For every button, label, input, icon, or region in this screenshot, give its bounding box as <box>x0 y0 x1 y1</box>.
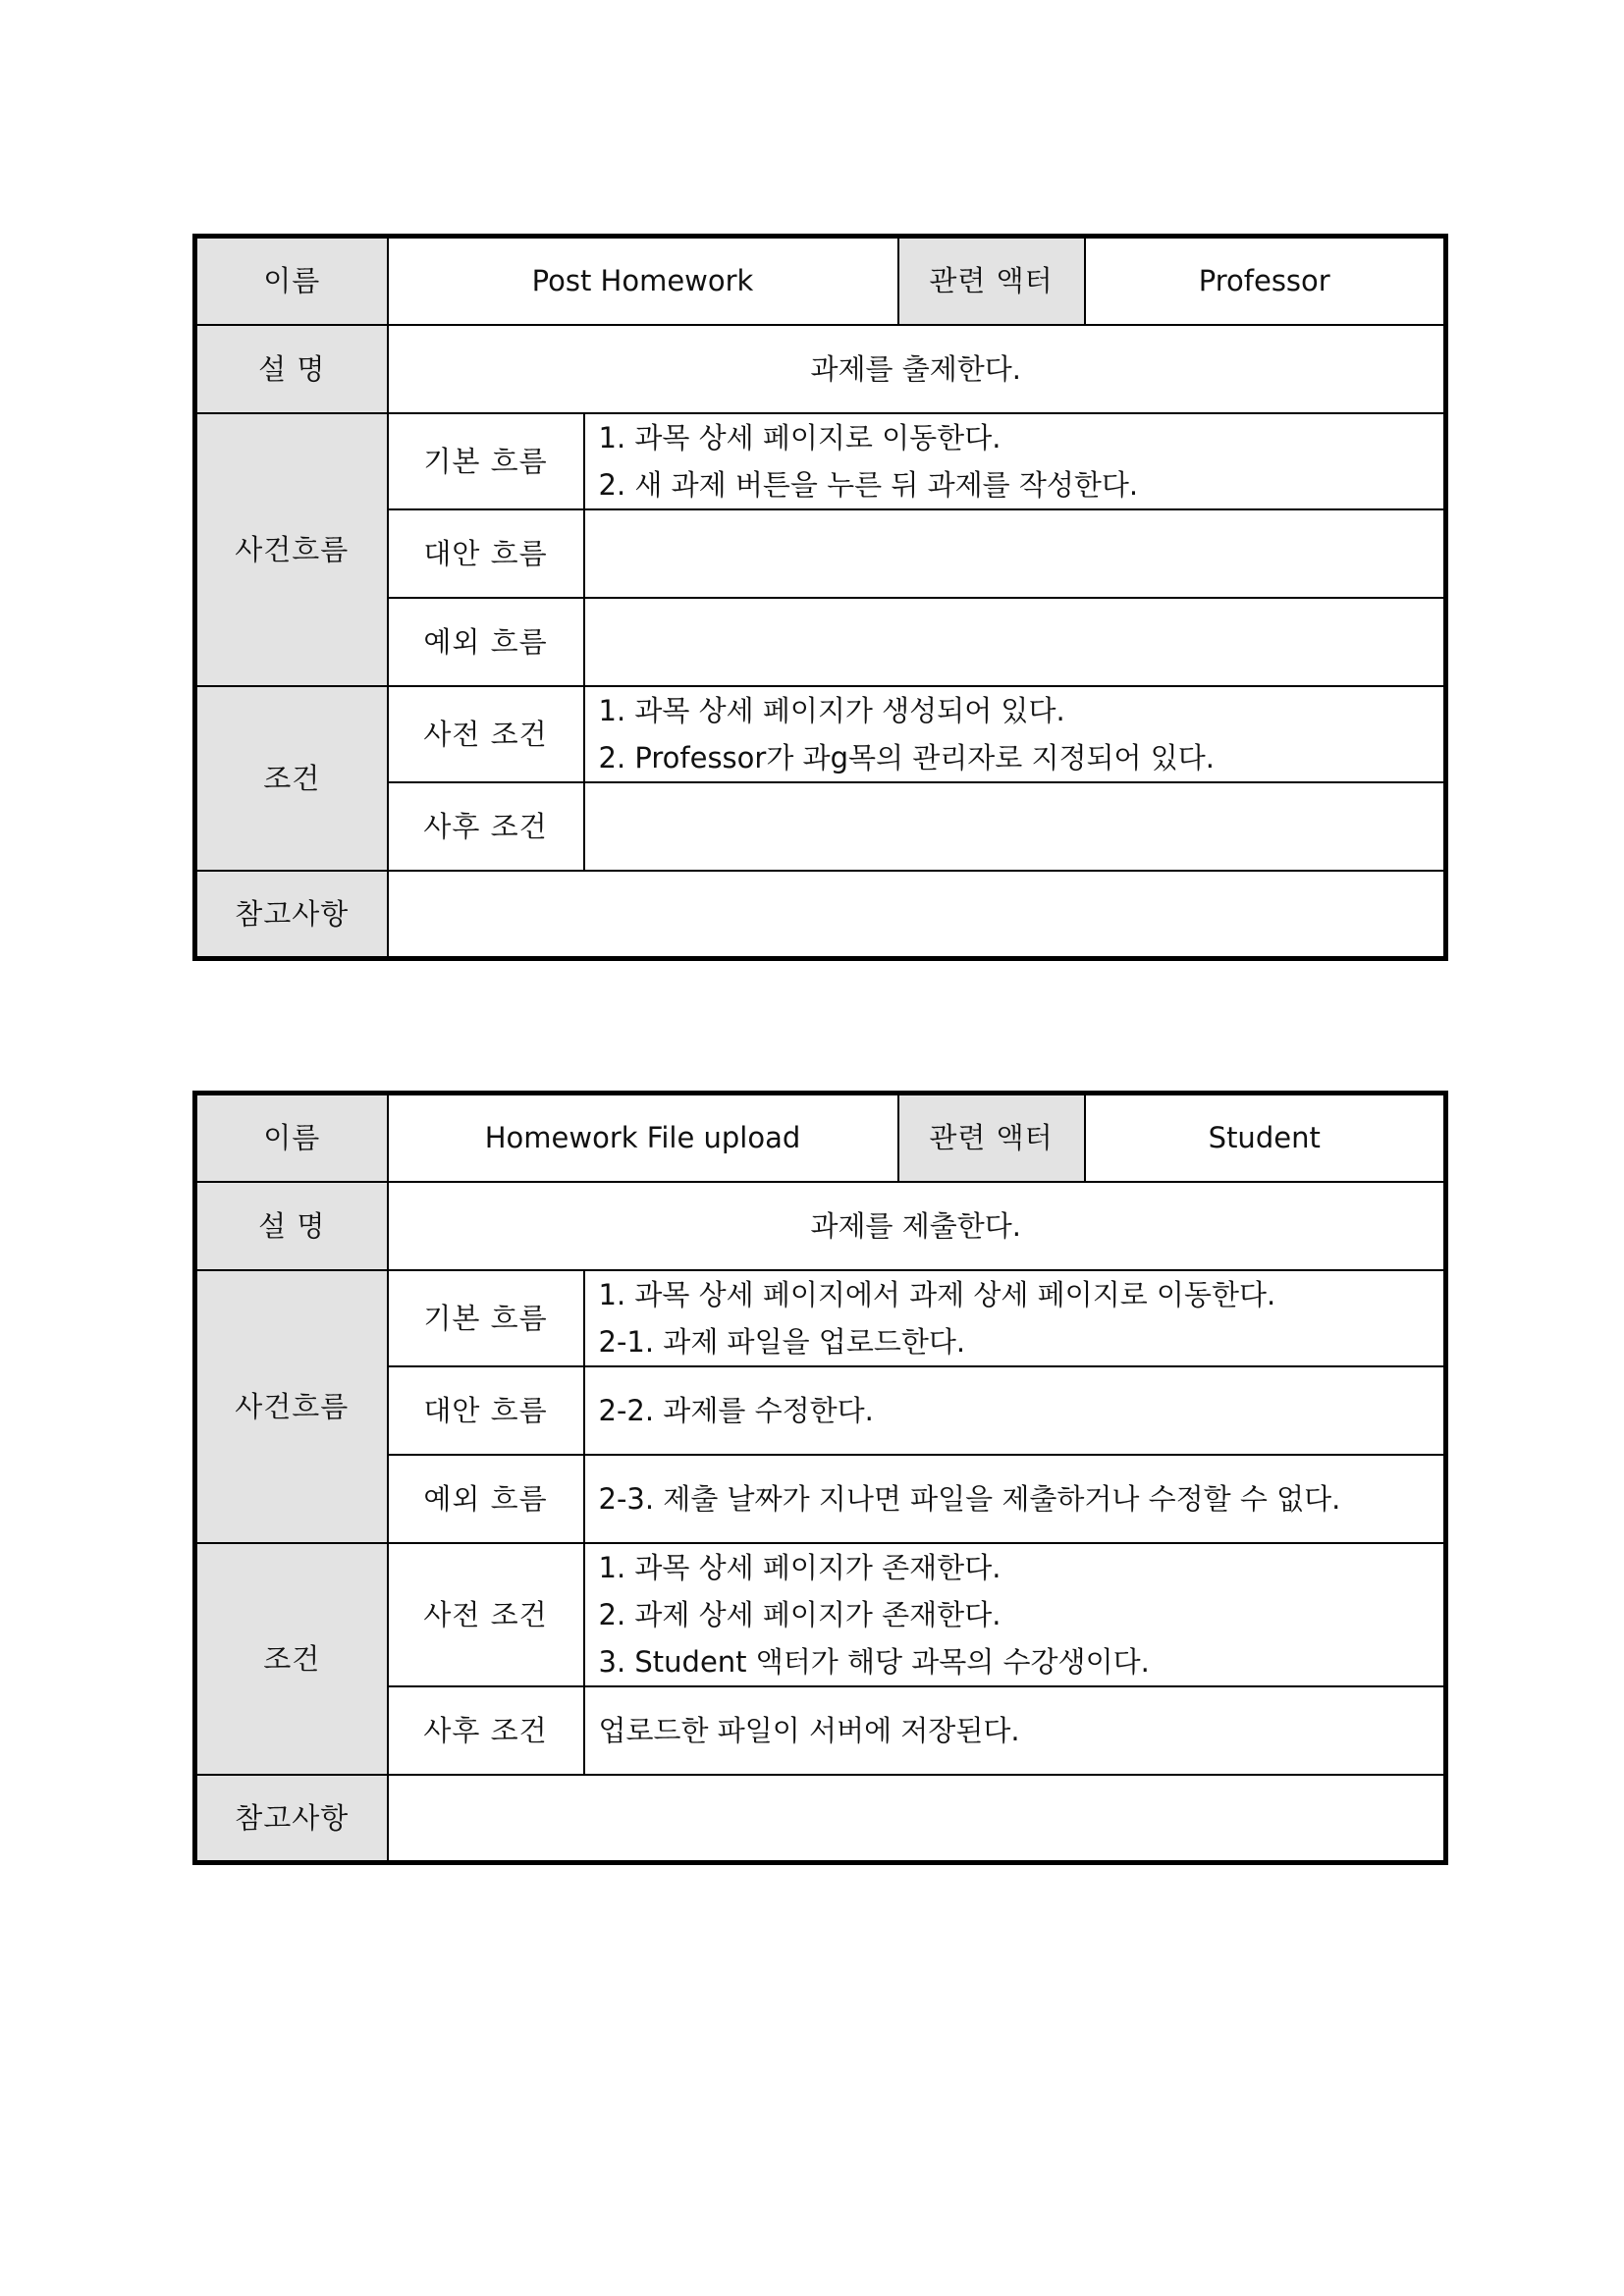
alt-flow-label: 대안 흐름 <box>388 1366 584 1455</box>
event-flow-label: 사건흐름 <box>195 1270 388 1543</box>
postcondition-value <box>584 782 1446 871</box>
use-case-table-homework-file-upload <box>192 1091 1448 1865</box>
actor-label: 관련 액터 <box>898 1094 1085 1182</box>
actor-value: Student <box>1085 1094 1446 1182</box>
precondition-value <box>584 686 1446 782</box>
precondition-label: 사전 조건 <box>388 686 584 782</box>
precondition-line: 1. 과목 상세 페이지가 생성되어 있다. <box>598 693 1065 727</box>
notes-value <box>388 1775 1446 1863</box>
precondition-line: 2. 과제 상세 페이지가 존재한다. <box>598 1597 1001 1631</box>
basic-flow-label: 기본 흐름 <box>388 1270 584 1366</box>
use-case-table-post-homework <box>192 234 1448 961</box>
condition-label: 조건 <box>195 1543 388 1775</box>
postcondition-label: 사후 조건 <box>388 1686 584 1775</box>
exception-flow-line: 2-3. 제출 날짜가 지나면 파일을 제출하거나 수정할 수 없다. <box>598 1481 1341 1516</box>
exception-flow-label: 예외 흐름 <box>388 598 584 686</box>
alt-flow-value <box>584 509 1446 598</box>
precondition-line: 2. Professor가 과g목의 관리자로 지정되어 있다. <box>598 740 1216 774</box>
precondition-line: 3. Student 액터가 해당 과목의 수강생이다. <box>598 1644 1150 1679</box>
actor-label: 관련 액터 <box>898 237 1085 325</box>
postcondition-line: 업로드한 파일이 서버에 저장된다. <box>598 1713 1020 1747</box>
basic-flow-value <box>584 413 1446 509</box>
condition-label: 조건 <box>195 686 388 871</box>
alt-flow-label: 대안 흐름 <box>388 509 584 598</box>
basic-flow-line: 2. 새 과제 버튼을 누른 뒤 과제를 작성한다. <box>598 467 1139 502</box>
exception-flow-label: 예외 흐름 <box>388 1455 584 1543</box>
actor-value: Professor <box>1085 237 1446 325</box>
exception-flow-value <box>584 598 1446 686</box>
notes-label: 참고사항 <box>195 1775 388 1863</box>
alt-flow-value <box>584 1366 1446 1455</box>
use-case-name: Post Homework <box>388 237 898 325</box>
postcondition-value <box>584 1686 1446 1775</box>
description-label: 설 명 <box>195 325 388 413</box>
description-label: 설 명 <box>195 1182 388 1270</box>
description-value: 과제를 제출한다. <box>388 1182 1446 1270</box>
exception-flow-value <box>584 1455 1446 1543</box>
basic-flow-label: 기본 흐름 <box>388 413 584 509</box>
basic-flow-value <box>584 1270 1446 1366</box>
notes-value <box>388 871 1446 959</box>
use-case-name: Homework File upload <box>388 1094 898 1182</box>
event-flow-label: 사건흐름 <box>195 413 388 686</box>
precondition-line: 1. 과목 상세 페이지가 존재한다. <box>598 1550 1001 1584</box>
alt-flow-line: 2-2. 과제를 수정한다. <box>598 1393 874 1427</box>
notes-label: 참고사항 <box>195 871 388 959</box>
name-label: 이름 <box>195 1094 388 1182</box>
description-value: 과제를 출제한다. <box>388 325 1446 413</box>
name-label: 이름 <box>195 237 388 325</box>
basic-flow-line: 1. 과목 상세 페이지로 이동한다. <box>598 420 1001 454</box>
postcondition-label: 사후 조건 <box>388 782 584 871</box>
precondition-label: 사전 조건 <box>388 1543 584 1686</box>
precondition-value <box>584 1543 1446 1686</box>
basic-flow-line: 2-1. 과제 파일을 업로드한다. <box>598 1324 966 1359</box>
basic-flow-line: 1. 과목 상세 페이지에서 과제 상세 페이지로 이동한다. <box>598 1277 1276 1311</box>
